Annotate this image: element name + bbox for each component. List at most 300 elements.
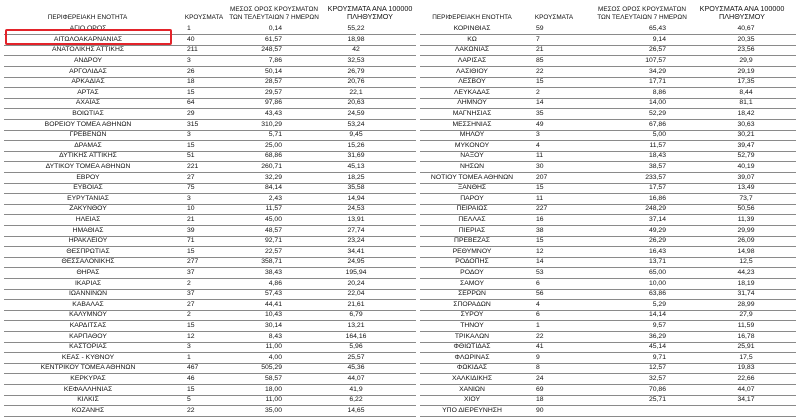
left-cell-region: ΕΥΒΟΙΑΣ xyxy=(73,184,103,192)
left-cell-per100k: 6,79 xyxy=(349,311,363,319)
left-cell-region: ΚΑΛΥΜΝΟΥ xyxy=(69,311,107,319)
left-cell-region: ΑΝΔΡΟΥ xyxy=(73,57,103,64)
left-cell-avg: 4,00 xyxy=(268,353,282,361)
right-cell-region: ΜΗΛΟΥ xyxy=(459,131,485,139)
left-cell-region: ΖΑΚΥΝΘΟΥ xyxy=(69,205,107,213)
right-cell-avg: 9,14 xyxy=(652,35,666,43)
left-cell-per100k: 27,74 xyxy=(347,226,365,234)
left-cell-cases: 27 xyxy=(187,300,195,308)
right-cell-per100k: 40,19 xyxy=(737,163,755,170)
left-cell-avg: 58,57 xyxy=(264,375,282,382)
left-cell-region: ΙΚΑΡΙΑΣ xyxy=(74,279,102,287)
left-cell-region: ΚΟΖΑΝΗΣ xyxy=(71,406,105,414)
right-cell-region: ΣΥΡΟΥ xyxy=(460,311,484,319)
left-cell-region: ΑΓΙΟ ΟΡΟΣ xyxy=(69,25,107,33)
right-cell-per100k: 17,5 xyxy=(739,353,753,361)
left-cell-avg: 30,14 xyxy=(264,322,282,329)
right-cell-region: ΚΩ xyxy=(467,35,477,43)
left-cell-per100k: 18,98 xyxy=(347,35,365,43)
right-cell-region: ΛΑΚΩΝΙΑΣ xyxy=(454,46,490,54)
left-cell-region: ΘΕΣΣΑΛΟΝΙΚΗΣ xyxy=(61,258,115,266)
right-cell-per100k: 44,07 xyxy=(737,385,755,393)
right-cell-avg: 32,57 xyxy=(648,375,666,382)
right-cell-region: ΠΕΛΛΑΣ xyxy=(458,216,486,223)
left-cell-cases: 3 xyxy=(187,194,191,202)
left-cell-avg: 50,14 xyxy=(264,67,282,75)
right-header-cases: ΚΡΟΥΣΜΑΤΑ xyxy=(534,14,574,21)
right-cell-cases: 1 xyxy=(536,322,540,329)
right-cell-avg: 16,43 xyxy=(648,247,666,255)
right-cell-cases: 12 xyxy=(536,247,544,255)
right-cell-avg: 233,57 xyxy=(645,173,666,181)
right-cell-avg: 107,57 xyxy=(645,57,666,64)
left-cell-avg: 32,29 xyxy=(264,173,282,181)
right-cell-per100k: 8,44 xyxy=(739,88,753,96)
left-cell-per100k: 18,25 xyxy=(347,173,365,181)
right-cell-region: ΜΑΓΝΗΣΙΑΣ xyxy=(452,110,492,117)
right-cell-per100k: 25,91 xyxy=(737,343,755,351)
right-cell-cases: 38 xyxy=(536,226,544,234)
left-cell-per100k: 20,63 xyxy=(347,99,365,107)
right-cell-cases: 41 xyxy=(536,343,544,351)
right-cell-cases: 207 xyxy=(536,173,548,181)
left-cell-avg: 45,00 xyxy=(264,216,282,223)
left-cell-cases: 27 xyxy=(187,173,195,181)
right-cell-cases: 85 xyxy=(536,57,544,64)
left-cell-cases: 277 xyxy=(187,258,199,266)
right-cell-region: ΜΕΣΣΗΝΙΑΣ xyxy=(452,120,492,128)
left-cell-cases: 2 xyxy=(187,279,191,287)
right-cell-avg: 9,57 xyxy=(652,322,666,329)
left-cell-per100k: 20,76 xyxy=(347,78,365,86)
left-cell-avg: 248,57 xyxy=(261,46,282,54)
right-cell-avg: 65,00 xyxy=(648,269,666,276)
left-cell-region: ΑΡΓΟΛΙΔΑΣ xyxy=(69,67,107,75)
right-cell-region: ΛΕΣΒΟΥ xyxy=(458,78,486,86)
left-cell-avg: 358,71 xyxy=(261,258,282,266)
left-cell-region: ΗΜΑΘΙΑΣ xyxy=(72,226,104,234)
right-cell-cases: 35 xyxy=(536,110,544,117)
left-cell-region: ΕΒΡΟΥ xyxy=(76,173,100,181)
left-cell-per100k: 55,22 xyxy=(347,25,365,33)
right-cell-cases: 15 xyxy=(536,237,544,245)
left-cell-region: ΔΥΤΙΚΟΥ ΤΟΜΕΑ ΑΘΗΝΩΝ xyxy=(45,163,131,170)
left-cell-cases: 3 xyxy=(187,131,191,139)
left-cell-avg: 260,71 xyxy=(261,163,282,170)
right-cell-avg: 45,14 xyxy=(648,343,666,351)
left-cell-avg: 44,41 xyxy=(264,300,282,308)
left-cell-per100k: 45,13 xyxy=(347,163,365,170)
right-cell-avg: 38,57 xyxy=(648,163,666,170)
right-cell-avg: 67,86 xyxy=(648,120,666,128)
left-cell-per100k: 44,07 xyxy=(347,375,365,382)
left-cell-cases: 2 xyxy=(187,311,191,319)
left-cell-cases: 18 xyxy=(187,78,195,86)
left-cell-region: ΗΛΕΙΑΣ xyxy=(75,216,101,223)
left-header-cases: ΚΡΟΥΣΜΑΤΑ xyxy=(184,14,224,21)
right-cell-cases: 6 xyxy=(536,279,540,287)
right-cell-avg: 65,43 xyxy=(648,25,666,33)
right-cell-cases: 59 xyxy=(536,25,544,33)
left-cell-region: ΒΟΙΩΤΙΑΣ xyxy=(72,110,104,117)
right-cell-per100k: 13,49 xyxy=(737,184,755,192)
left-cell-region: ΚΙΛΚΙΣ xyxy=(77,396,99,404)
left-cell-avg: 5,71 xyxy=(268,131,282,139)
right-cell-per100k: 29,9 xyxy=(739,57,753,64)
left-cell-region: ΚΕΝΤΡΙΚΟΥ ΤΟΜΕΑ ΑΘΗΝΩΝ xyxy=(40,364,136,372)
left-cell-per100k: 14,65 xyxy=(347,406,365,414)
left-cell-cases: 12 xyxy=(187,332,195,340)
right-cell-cases: 4 xyxy=(536,300,540,308)
left-cell-avg: 48,57 xyxy=(264,226,282,234)
left-cell-avg: 4,86 xyxy=(268,279,282,287)
right-cell-avg xyxy=(612,406,666,417)
left-cell-region: ΒΟΡΕΙΟΥ ΤΟΜΕΑ ΑΘΗΝΩΝ xyxy=(44,120,132,128)
left-cell-cases: 221 xyxy=(187,163,199,170)
left-cell-region: ΚΑΡΠΑΘΟΥ xyxy=(69,332,107,340)
left-cell-cases: 1 xyxy=(187,25,191,33)
left-cell-per100k: 13,91 xyxy=(347,216,365,223)
left-cell-region: ΚΑΒΑΛΑΣ xyxy=(72,300,104,308)
right-cell-per100k: 17,35 xyxy=(737,78,755,86)
right-cell-per100k: 18,42 xyxy=(737,110,755,117)
right-cell-per100k: 40,67 xyxy=(737,25,755,33)
right-cell-avg: 49,29 xyxy=(648,226,666,234)
right-cell-per100k: 16,78 xyxy=(737,332,755,340)
right-cell-avg: 34,29 xyxy=(648,67,666,75)
left-cell-per100k: 26,79 xyxy=(347,67,365,75)
left-header-avg-1: ΜΕΣΟΣ ΟΡΟΣ ΚΡΟΥΣΜΑΤΩΝ xyxy=(230,6,318,13)
right-cell-per100k: 18,19 xyxy=(737,279,755,287)
right-cell-region: ΛΕΥΚΑΔΑΣ xyxy=(454,88,490,96)
right-cell-avg: 17,57 xyxy=(648,184,666,192)
right-cell-per100k: 26,09 xyxy=(737,237,755,245)
right-cell-per100k: 31,74 xyxy=(737,290,755,298)
left-cell-cases: 37 xyxy=(187,269,195,276)
right-cell-region: ΦΛΩΡΙΝΑΣ xyxy=(454,353,490,361)
highlight-box xyxy=(5,29,172,45)
right-header-per100k-1: ΚΡΟΥΣΜΑΤΑ ΑΝΑ 100000 xyxy=(699,4,785,13)
right-cell-cases: 11 xyxy=(536,194,544,202)
right-cell-cases: 21 xyxy=(536,46,544,54)
right-cell-region: ΚΟΡΙΝΘΙΑΣ xyxy=(453,25,491,33)
left-cell-avg: 38,43 xyxy=(264,269,282,276)
right-cell-region: ΣΕΡΡΩΝ xyxy=(458,290,486,298)
right-cell-per100k: 34,17 xyxy=(737,396,755,404)
left-cell-region: ΕΥΡΥΤΑΝΙΑΣ xyxy=(67,194,109,202)
left-cell-per100k: 5,96 xyxy=(349,343,363,351)
right-cell-region: ΜΥΚΟΝΟΥ xyxy=(454,141,490,149)
left-cell-per100k: 14,94 xyxy=(347,194,365,202)
right-cell-region: ΤΡΙΚΑΛΩΝ xyxy=(454,332,490,340)
right-cell-avg: 8,86 xyxy=(652,88,666,96)
left-cell-avg: 11,00 xyxy=(265,343,282,351)
left-cell-region: ΑΡΤΑΣ xyxy=(77,88,99,96)
left-cell-region: ΚΕΑΣ - ΚΥΘΝΟΥ xyxy=(61,353,115,361)
left-cell-cases: 40 xyxy=(187,35,195,43)
left-cell-per100k: 195,94 xyxy=(345,269,367,276)
right-cell-region: ΣΑΜΟΥ xyxy=(460,279,484,287)
left-cell-per100k: 41,9 xyxy=(349,385,363,393)
left-cell-cases: 71 xyxy=(187,237,195,245)
left-cell-avg: 310,29 xyxy=(261,120,282,128)
left-cell-region: ΚΕΦΑΛΛΗΝΙΑΣ xyxy=(63,385,113,393)
right-cell-region: ΡΟΔΟΥ xyxy=(460,269,484,276)
left-cell-avg: 22,57 xyxy=(264,247,282,255)
left-cell-cases: 51 xyxy=(187,152,195,160)
left-header-per100k-1: ΚΡΟΥΣΜΑΤΑ ΑΝΑ 100000 xyxy=(327,4,413,13)
right-cell-region: ΦΩΚΙΔΑΣ xyxy=(456,364,488,372)
right-cell-avg: 9,71 xyxy=(652,353,666,361)
right-cell-avg: 5,29 xyxy=(652,300,666,308)
right-cell-per100k: 29,19 xyxy=(737,67,755,75)
right-cell-avg: 26,57 xyxy=(648,46,666,54)
left-cell-per100k: 6,22 xyxy=(349,396,363,404)
left-cell-cases: 64 xyxy=(187,99,195,107)
left-cell-cases: 15 xyxy=(187,247,195,255)
left-cell-avg: 18,00 xyxy=(264,385,282,393)
left-cell-cases: 15 xyxy=(187,88,195,96)
right-cell-avg: 11,57 xyxy=(649,141,666,149)
left-cell-cases: 467 xyxy=(187,364,199,372)
right-cell-region: ΧΑΛΚΙΔΙΚΗΣ xyxy=(451,375,493,382)
left-cell-avg: 10,43 xyxy=(264,311,282,319)
left-cell-region: ΚΑΡΔΙΤΣΑΣ xyxy=(69,322,107,329)
right-cell-per100k: 11,59 xyxy=(737,322,755,329)
right-cell-cases: 15 xyxy=(536,184,544,192)
left-cell-avg: 11,57 xyxy=(265,205,282,213)
left-cell-per100k: 13,21 xyxy=(347,322,365,329)
left-cell-per100k: 22,04 xyxy=(347,290,365,298)
left-cell-cases: 211 xyxy=(187,46,198,54)
right-cell-cases: 30 xyxy=(536,163,544,170)
right-cell-region: ΤΗΝΟΥ xyxy=(460,322,484,329)
right-cell-per100k: 50,56 xyxy=(737,205,755,213)
left-cell-per100k: 22,1 xyxy=(349,88,363,96)
left-cell-avg: 84,14 xyxy=(264,184,282,192)
right-cell-avg: 18,43 xyxy=(648,152,666,160)
left-cell-region: ΓΡΕΒΕΝΩΝ xyxy=(69,131,107,139)
right-cell-per100k: 73,7 xyxy=(739,194,753,202)
right-cell-per100k: 44,23 xyxy=(737,269,755,276)
left-cell-region: ΘΗΡΑΣ xyxy=(76,269,100,276)
right-cell-per100k: 27,9 xyxy=(739,311,753,319)
right-cell-avg: 13,71 xyxy=(648,258,666,266)
left-header-avg-2: ΤΩΝ ΤΕΛΕΥΤΑΙΩΝ 7 ΗΜΕΡΩΝ xyxy=(229,14,319,21)
left-cell-avg: 25,00 xyxy=(264,141,282,149)
right-cell-per100k: 28,99 xyxy=(737,300,755,308)
right-cell-cases: 18 xyxy=(536,396,544,404)
right-cell-cases: 11 xyxy=(536,152,544,160)
right-cell-per100k: 22,66 xyxy=(737,375,755,382)
left-cell-region: ΑΙΤΩΛΟΑΚΑΡΝΑΝΙΑΣ xyxy=(53,35,123,43)
right-cell-cases: 90 xyxy=(536,406,544,414)
left-cell-cases: 15 xyxy=(187,322,195,329)
left-cell-avg: 11,00 xyxy=(265,396,282,404)
right-cell-cases: 53 xyxy=(536,269,544,276)
right-cell-region: ΛΑΡΙΣΑΣ xyxy=(457,57,487,64)
left-cell-avg: 43,43 xyxy=(264,110,282,117)
left-cell-per100k: 20,24 xyxy=(347,279,365,287)
left-cell-avg: 92,71 xyxy=(264,237,282,245)
left-cell-cases: 3 xyxy=(187,57,191,64)
left-cell-region: ΙΩΑΝΝΙΝΩΝ xyxy=(68,290,108,298)
left-cell-avg: 35,00 xyxy=(264,406,282,414)
right-cell-avg: 63,86 xyxy=(648,290,666,298)
left-cell-per100k: 24,59 xyxy=(347,110,365,117)
right-cell-cases: 8 xyxy=(536,364,540,372)
left-cell-avg: 28,57 xyxy=(264,78,282,86)
right-cell-per100k: 30,63 xyxy=(737,120,755,128)
right-cell-avg: 14,14 xyxy=(648,311,666,319)
right-cell-cases: 6 xyxy=(536,311,540,319)
right-cell-region: ΡΟΔΟΠΗΣ xyxy=(455,258,489,266)
right-cell-region: ΛΑΣΙΘΙΟΥ xyxy=(456,67,488,75)
right-cell-region: ΛΗΜΝΟΥ xyxy=(457,99,487,107)
left-cell-avg: 68,86 xyxy=(264,152,282,160)
right-cell-region: ΝΗΣΩΝ xyxy=(459,163,484,170)
left-cell-avg: 7,86 xyxy=(268,57,282,64)
right-cell-per100k: 30,21 xyxy=(737,131,755,139)
right-cell-avg: 37,14 xyxy=(648,216,666,223)
left-cell-avg: 505,29 xyxy=(261,364,282,372)
right-header-region: ΠΕΡΙΦΕΡΕΙΑΚΗ ΕΝΟΤΗΤΑ xyxy=(432,14,512,21)
left-cell-region: ΑΡΚΑΔΙΑΣ xyxy=(71,78,105,86)
right-cell-cases: 4 xyxy=(536,141,540,149)
left-cell-per100k: 9,45 xyxy=(349,131,363,139)
left-cell-avg: 57,43 xyxy=(264,290,282,298)
right-cell-cases: 227 xyxy=(536,205,548,213)
right-cell-per100k: 29,99 xyxy=(737,226,755,234)
left-cell-per100k: 24,53 xyxy=(347,205,365,213)
right-cell-per100k xyxy=(712,406,780,417)
left-cell-cases: 5 xyxy=(187,396,191,404)
right-cell-avg: 248,29 xyxy=(645,205,666,213)
right-cell-region: ΧΙΟΥ xyxy=(463,396,481,404)
right-cell-cases: 2 xyxy=(536,88,540,96)
left-cell-per100k: 164,16 xyxy=(345,332,367,340)
right-cell-per100k: 11,39 xyxy=(737,216,755,223)
left-cell-cases: 315 xyxy=(187,120,199,128)
right-cell-per100k: 39,47 xyxy=(737,141,755,149)
left-cell-cases: 37 xyxy=(187,290,195,298)
right-cell-avg: 16,86 xyxy=(648,194,666,202)
left-cell-avg: 8,43 xyxy=(268,332,282,340)
right-cell-per100k: 81,1 xyxy=(739,99,753,107)
right-cell-avg: 52,29 xyxy=(648,110,666,117)
left-cell-cases: 3 xyxy=(187,343,191,351)
left-header-region: ΠΕΡΙΦΕΡΕΙΑΚΗ ΕΝΟΤΗΤΑ xyxy=(47,14,128,21)
left-cell-per100k: 23,24 xyxy=(347,237,365,245)
left-cell-per100k: 45,36 xyxy=(347,364,365,372)
right-cell-avg: 26,29 xyxy=(648,237,666,245)
right-cell-region: ΠΙΕΡΙΑΣ xyxy=(458,226,486,234)
left-cell-region: ΔΥΤΙΚΗΣ ΑΤΤΙΚΗΣ xyxy=(59,152,117,160)
right-cell-cases: 16 xyxy=(536,216,544,223)
right-header-avg-2: ΤΩΝ ΤΕΛΕΥΤΑΙΩΝ 7 ΗΜΕΡΩΝ xyxy=(597,14,687,21)
right-cell-region: ΥΠΟ ΔΙΕΡΕΥΝΗΣΗ xyxy=(442,406,502,414)
left-cell-avg: 0,14 xyxy=(268,25,282,33)
left-cell-per100k: 42 xyxy=(352,46,360,54)
left-cell-cases: 29 xyxy=(187,110,195,117)
right-cell-region: ΡΕΘΥΜΝΟΥ xyxy=(452,247,492,255)
left-cell-region: ΗΡΑΚΛΕΙΟΥ xyxy=(68,237,108,245)
right-cell-avg: 14,00 xyxy=(648,99,666,107)
right-cell-cases: 15 xyxy=(536,78,544,86)
left-cell-cases: 10 xyxy=(187,205,195,213)
left-cell-per100k: 31,69 xyxy=(347,152,365,160)
left-cell-region: ΔΡΑΜΑΣ xyxy=(74,141,102,149)
right-cell-avg: 17,71 xyxy=(648,78,666,86)
right-cell-cases: 14 xyxy=(536,99,544,107)
left-cell-per100k: 34,41 xyxy=(347,247,365,255)
left-header-per100k-2: ΠΛΗΘΥΣΜΟΥ xyxy=(347,12,393,21)
right-cell-avg: 10,00 xyxy=(648,279,666,287)
left-cell-cases: 22 xyxy=(187,406,195,414)
right-cell-cases: 9 xyxy=(536,353,540,361)
left-cell-avg: 97,86 xyxy=(264,99,282,107)
right-cell-cases: 69 xyxy=(536,385,544,393)
right-cell-region: ΠΡΕΒΕΖΑΣ xyxy=(454,237,490,245)
right-cell-cases: 49 xyxy=(536,120,544,128)
right-cell-region: ΝΑΞΟΥ xyxy=(460,152,484,160)
left-cell-per100k: 15,26 xyxy=(347,141,365,149)
right-header-avg-1: ΜΕΣΟΣ ΟΡΟΣ ΚΡΟΥΣΜΑΤΩΝ xyxy=(598,6,686,13)
left-cell-per100k: 21,61 xyxy=(347,300,365,308)
right-cell-region: ΝΟΤΙΟΥ ΤΟΜΕΑ ΑΘΗΝΩΝ xyxy=(430,173,514,181)
right-cell-cases: 24 xyxy=(536,375,544,382)
left-cell-region: ΚΕΡΚΥΡΑΣ xyxy=(70,375,106,382)
right-cell-per100k: 52,79 xyxy=(737,152,755,160)
right-cell-region: ΠΕΙΡΑΙΩΣ xyxy=(456,205,488,213)
right-cell-region: ΦΘΙΩΤΙΔΑΣ xyxy=(453,343,491,351)
left-cell-per100k: 53,24 xyxy=(347,120,365,128)
right-cell-avg: 36,29 xyxy=(648,332,666,340)
left-cell-avg: 2,43 xyxy=(268,194,282,202)
left-cell-cases: 15 xyxy=(187,385,195,393)
left-cell-per100k: 25,57 xyxy=(347,353,365,361)
left-cell-cases: 39 xyxy=(187,226,195,234)
right-header-per100k-2: ΠΛΗΘΥΣΜΟΥ xyxy=(719,12,765,21)
right-cell-region: ΠΑΡΟΥ xyxy=(460,194,484,202)
right-cell-per100k: 12,5 xyxy=(739,258,753,266)
left-cell-per100k: 35,58 xyxy=(347,184,365,192)
right-cell-per100k: 20,35 xyxy=(737,35,755,43)
right-cell-cases: 22 xyxy=(536,332,544,340)
left-cell-cases: 75 xyxy=(187,184,195,192)
left-cell-region: ΑΧΑΪΑΣ xyxy=(75,99,101,107)
right-cell-per100k: 23,56 xyxy=(737,46,755,54)
right-cell-per100k: 14,98 xyxy=(737,247,755,255)
right-cell-per100k: 19,83 xyxy=(737,364,755,372)
left-cell-avg: 61,57 xyxy=(264,35,282,43)
left-cell-cases: 1 xyxy=(187,353,191,361)
left-cell-per100k: 32,53 xyxy=(347,57,365,64)
left-cell-cases: 21 xyxy=(187,216,195,223)
left-cell-per100k: 24,95 xyxy=(347,258,365,266)
right-cell-avg: 5,00 xyxy=(652,131,666,139)
left-cell-region: ΘΕΣΠΡΩΤΙΑΣ xyxy=(66,247,110,255)
right-cell-avg: 25,71 xyxy=(648,396,666,404)
right-cell-cases: 56 xyxy=(536,290,544,298)
left-cell-region: ΑΝΑΤΟΛΙΚΗΣ ΑΤΤΙΚΗΣ xyxy=(51,46,125,54)
right-cell-region: ΣΠΟΡΑΔΩΝ xyxy=(453,300,491,308)
right-cell-per100k: 39,07 xyxy=(737,173,755,181)
right-cell-cases: 7 xyxy=(536,35,540,43)
left-cell-cases: 26 xyxy=(187,67,195,75)
left-cell-cases: 46 xyxy=(187,375,195,382)
right-cell-avg: 12,57 xyxy=(648,364,666,372)
